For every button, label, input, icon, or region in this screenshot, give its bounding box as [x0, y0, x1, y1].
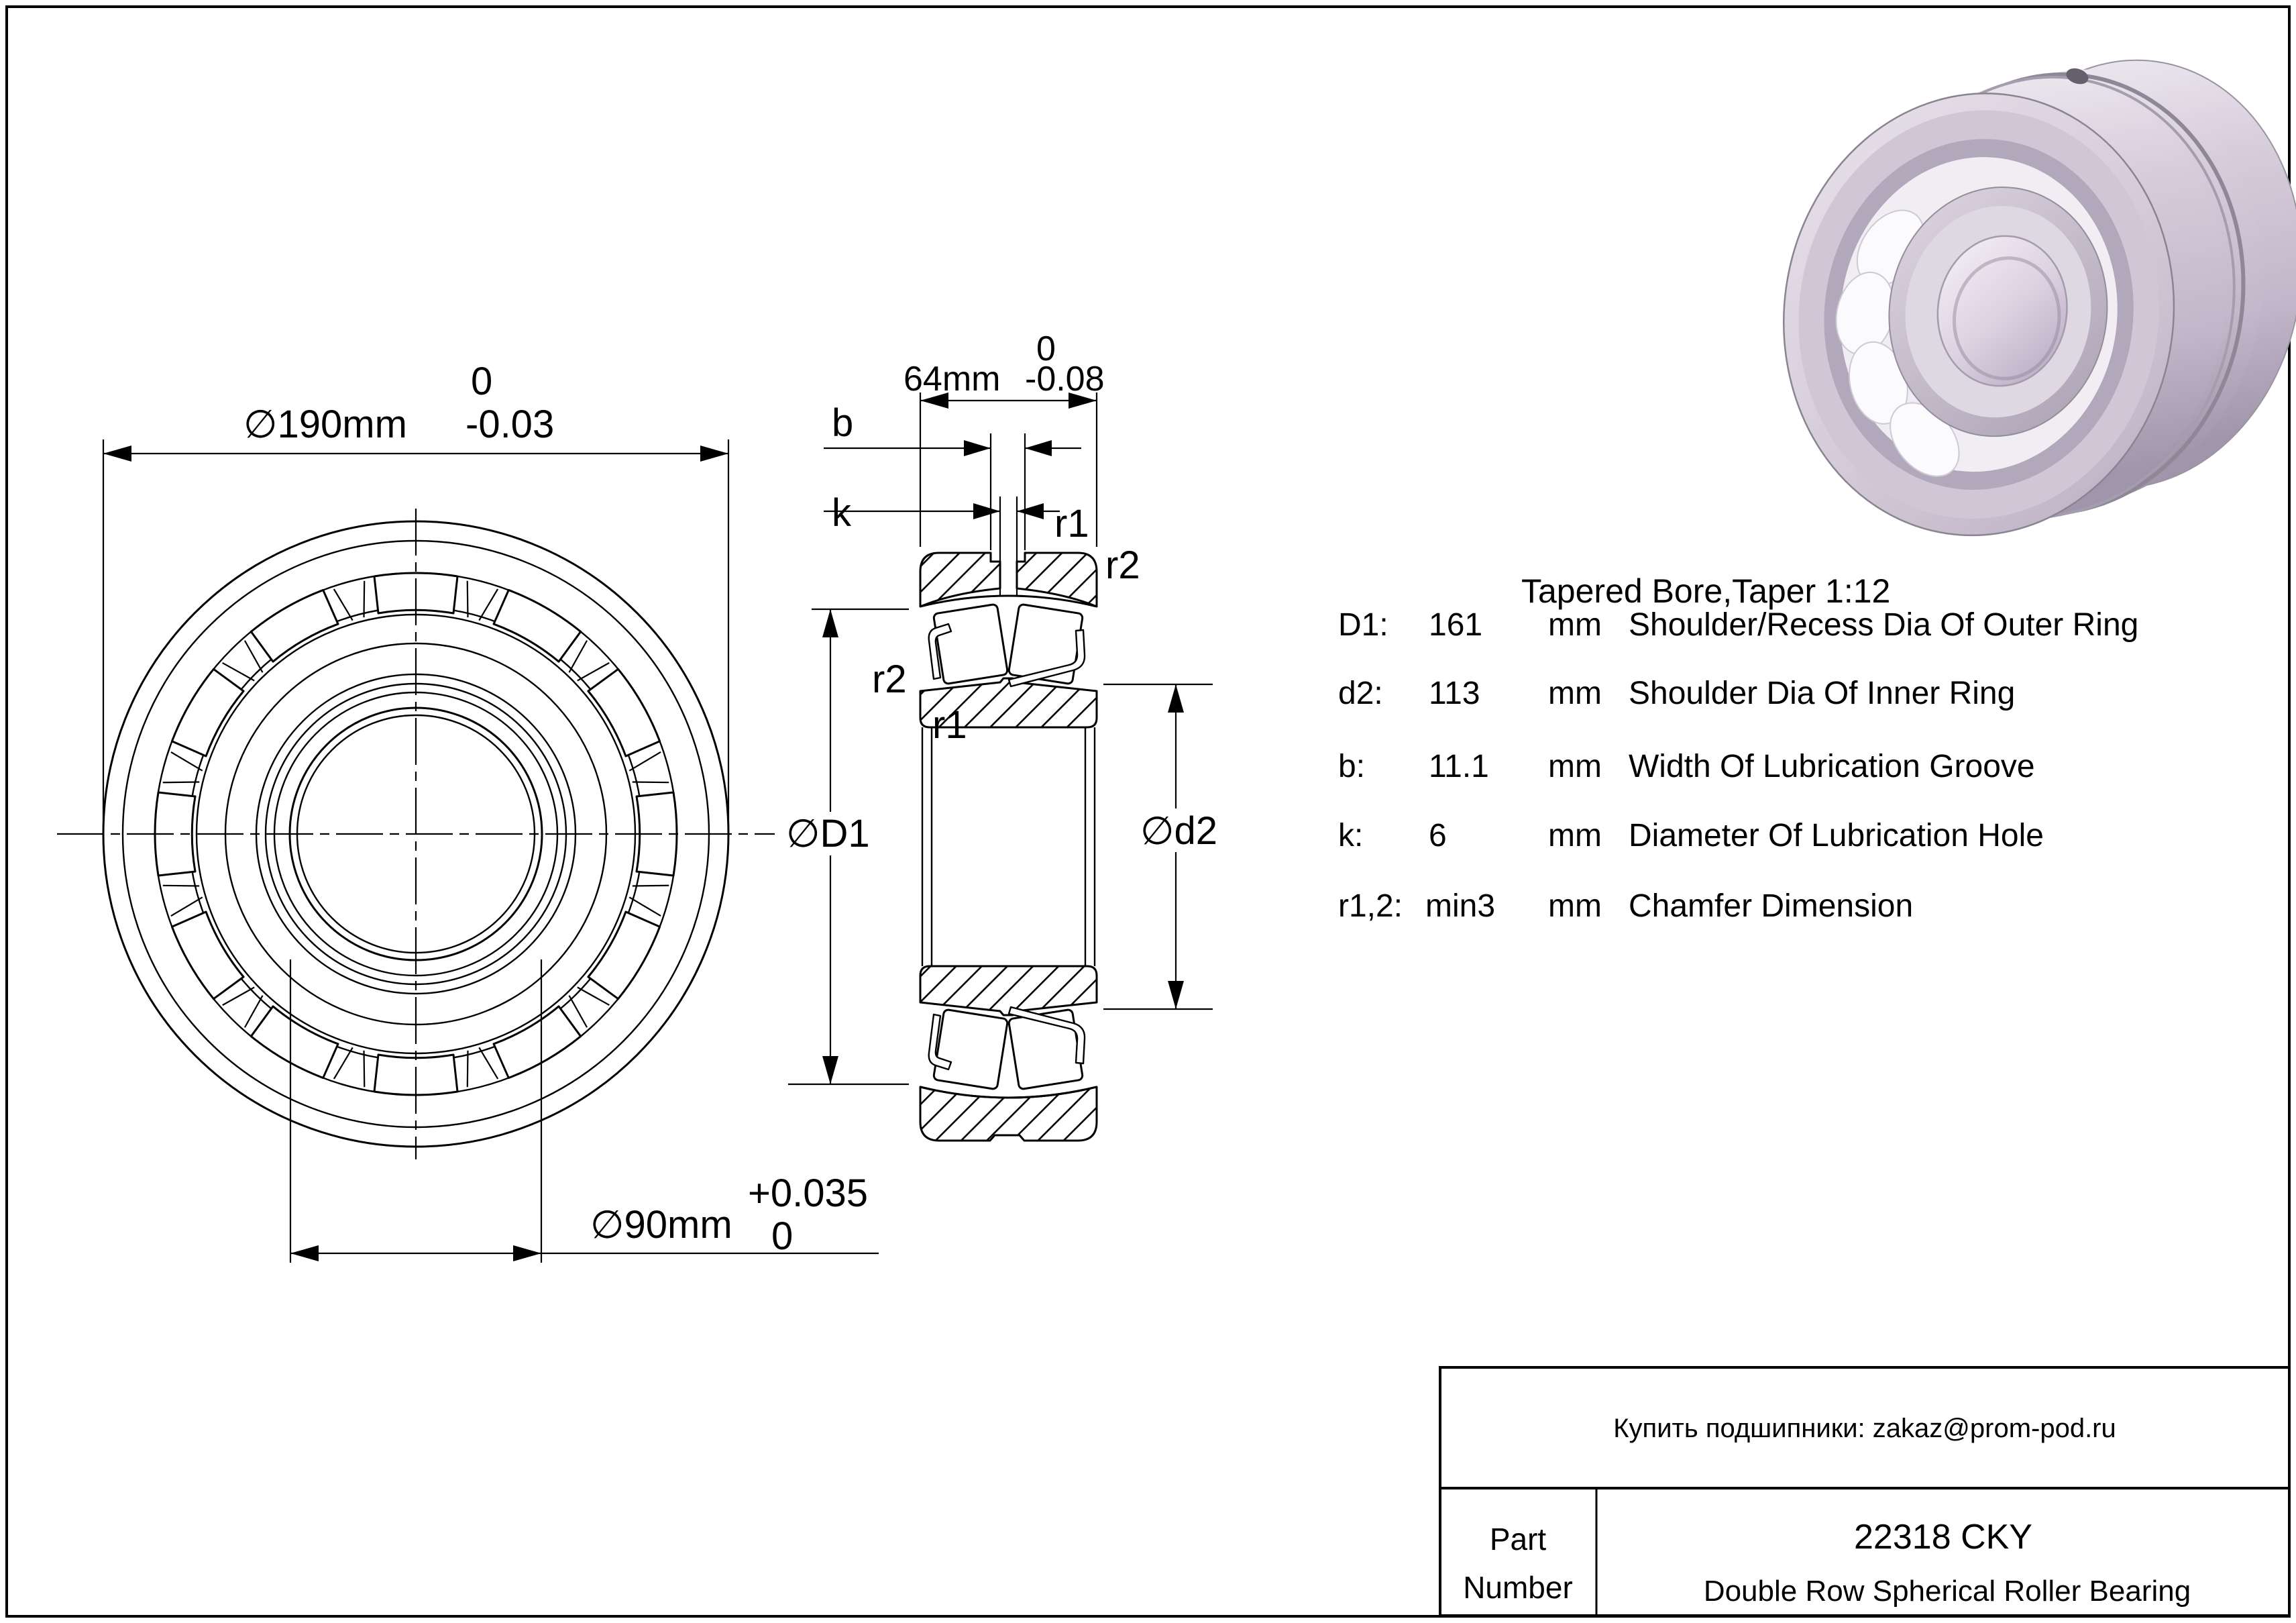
spec-title: Tapered Bore,Taper 1:12 [1521, 572, 1891, 610]
spec-value: 161 [1429, 607, 1483, 643]
contact-email-text: Купить подшипники: zakaz@prom-pod.ru [1613, 1414, 2116, 1443]
spec-label: D1: [1338, 607, 1388, 643]
spec-desc: Width Of Lubrication Groove [1629, 749, 2035, 784]
spec-row-d1 [1338, 607, 2138, 643]
label-r2-left: r2 [872, 658, 907, 701]
label-r2-top: r2 [1105, 543, 1140, 587]
spec-unit: mm [1548, 676, 1602, 711]
label-r1-top: r1 [1054, 502, 1089, 545]
spec-value: 6 [1429, 818, 1447, 853]
roller-bottom-left [933, 1009, 1007, 1090]
label-d2: ∅d2 [1140, 809, 1218, 853]
spec-unit: mm [1548, 749, 1602, 784]
spec-label: k: [1338, 818, 1364, 853]
width-tolerance-upper: 0 [1036, 329, 1056, 368]
label-k: k [832, 491, 851, 535]
spec-value: min3 [1425, 888, 1496, 924]
part-description: Double Row Spherical Roller Bearing [1703, 1575, 2191, 1608]
bore-dimension-text: ∅90mm [590, 1203, 732, 1247]
spec-label: d2: [1338, 676, 1383, 711]
roller-top-left [933, 604, 1007, 684]
bore-tolerance-lower: 0 [771, 1214, 794, 1258]
od-tolerance-upper: 0 [471, 360, 493, 403]
spec-unit: mm [1548, 818, 1602, 853]
spec-row-b [1338, 749, 2035, 784]
spec-desc: Diameter Of Lubrication Hole [1629, 818, 2044, 853]
title-block [1440, 1367, 2289, 1616]
spec-row-d2 [1338, 676, 2015, 711]
part-label-line1: Part [1489, 1522, 1547, 1557]
width-tolerance-lower: -0.08 [1025, 360, 1105, 399]
spec-desc: Shoulder/Recess Dia Of Outer Ring [1629, 607, 2139, 643]
spec-label: b: [1338, 749, 1366, 784]
spec-unit: mm [1548, 607, 1602, 643]
label-d1: ∅D1 [786, 812, 870, 855]
bore-tolerance-upper: +0.035 [748, 1171, 869, 1215]
spec-desc: Shoulder Dia Of Inner Ring [1629, 676, 2016, 711]
part-label-line2: Number [1463, 1570, 1573, 1605]
label-b: b [832, 401, 854, 445]
spec-row-k [1338, 818, 2044, 853]
label-r1-left: r1 [932, 703, 967, 747]
spec-unit: mm [1548, 888, 1602, 924]
spec-desc: Chamfer Dimension [1629, 888, 1914, 924]
od-tolerance-lower: -0.03 [466, 403, 555, 446]
spec-label: r1,2: [1338, 888, 1403, 924]
spec-value: 11.1 [1429, 749, 1489, 784]
width-dimension-text: 64mm [904, 360, 1001, 399]
part-number: 22318 CKY [1854, 1518, 2032, 1557]
od-dimension-text: ∅190mm [243, 403, 407, 446]
spec-value: 113 [1429, 676, 1480, 711]
